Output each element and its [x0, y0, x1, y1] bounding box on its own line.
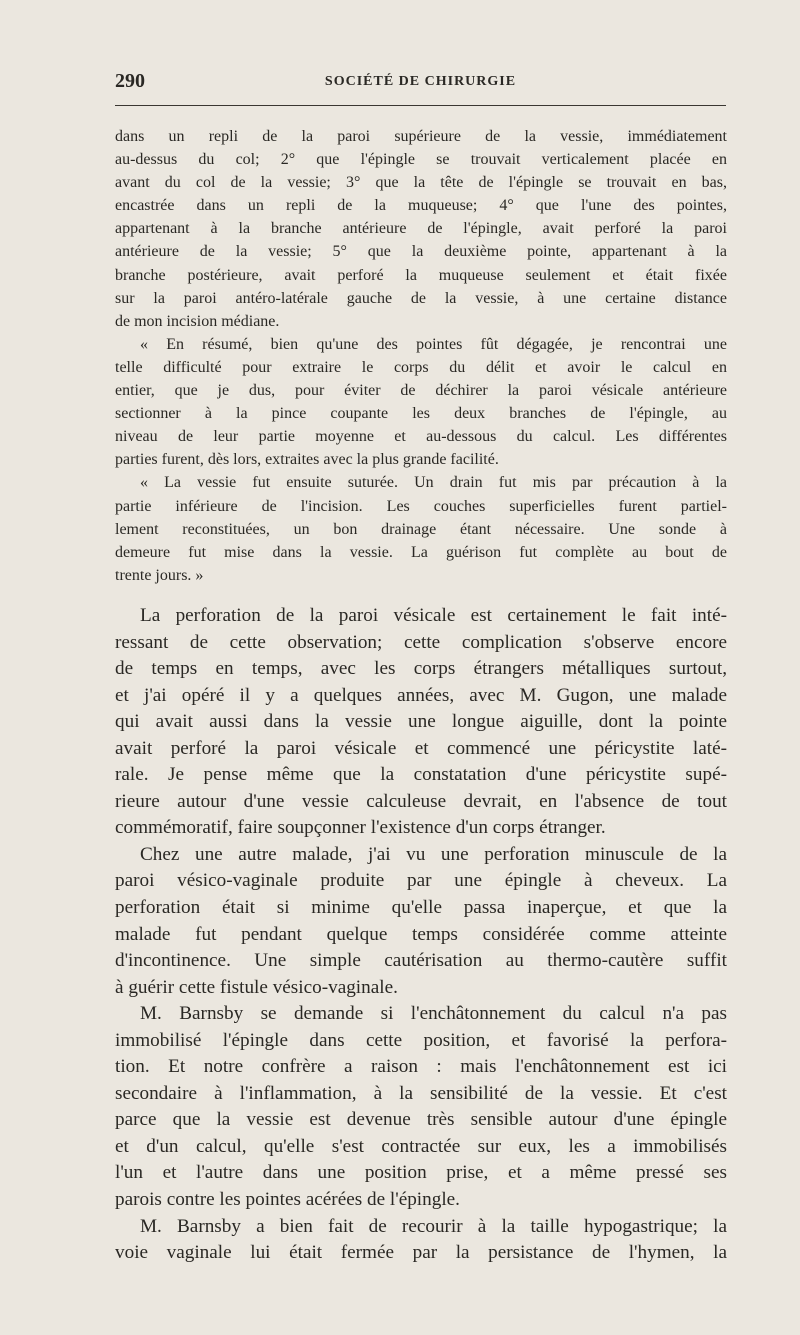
text-line: secondaire à l'inflammation, à la sensibilité de la vessie. Et c'est	[115, 1082, 727, 1104]
text-line: avant du col de la vessie; 3° que la tête de l'épingle se trouvait en bas,	[115, 174, 727, 192]
quoted-observation	[115, 125, 727, 587]
text-line: paroi vésico-vaginale produite par une épingle à cheveux. La	[115, 870, 727, 892]
text-line: immobilisé l'épingle dans cette position, et favorisé la perfora-	[115, 1029, 727, 1051]
text-line: qui avait aussi dans la vessie une longue aiguille, dont la pointe	[115, 711, 727, 733]
text-line: « En résumé, bien qu'une des pointes fût dégagée, je rencontrai une	[140, 335, 727, 353]
text-line: Chez une autre malade, j'ai vu une perforation minuscule de la	[140, 843, 727, 865]
text-line: M. Barnsby a bien fait de recourir à la taille hypogastrique; la	[140, 1215, 727, 1237]
text-line: avait perforé la paroi vésicale et commencé une péricystite laté-	[115, 737, 727, 759]
text-line: parois contre les pointes acérées de l'épingle.	[115, 1189, 460, 1211]
text-line: de temps en temps, avec les corps étrangers métalliques surtout,	[115, 658, 727, 680]
header-rule	[115, 105, 726, 106]
text-line: ressant de cette observation; cette complication s'observe encore	[115, 631, 727, 653]
page-header	[115, 70, 726, 98]
text-line: entier, que je dus, pour éviter de déchirer la paroi vésicale antérieure	[115, 382, 727, 400]
text-line: encastrée dans un repli de la muqueuse; 4° que l'une des pointes,	[115, 197, 727, 215]
text-line: branche postérieure, avait perforé la muqueuse seulement et était fixée	[115, 266, 727, 284]
running-title: SOCIÉTÉ DE CHIRURGIE	[324, 74, 517, 89]
text-line: tion. Et notre confrère a raison : mais l'enchâtonnement est ici	[115, 1056, 727, 1078]
text-line: malade fut pendant quelque temps considérée comme atteinte	[115, 923, 727, 945]
text-line: sur la paroi antéro-latérale gauche de la vessie, à une certaine distance	[115, 289, 727, 307]
text-line: parties furent, dès lors, extraites avec la plus grande facilité.	[115, 451, 499, 469]
text-line: et d'un calcul, qu'elle s'est contractée sur eux, les a immobilisés	[115, 1135, 727, 1157]
text-line: à guérir cette fistule vésico-vaginale.	[115, 976, 398, 998]
text-line: perforation était si minime qu'elle passa inaperçue, et que la	[115, 897, 727, 919]
text-line: « La vessie fut ensuite suturée. Un drain fut mis par précaution à la	[140, 474, 727, 492]
text-line: voie vaginale lui était fermée par la persistance de l'hymen, la	[115, 1242, 727, 1264]
text-line: dans un repli de la paroi supérieure de la vessie, immédiatement	[115, 128, 727, 145]
text-line: d'incontinence. Une simple cautérisation au thermo-cautère suffit	[115, 950, 727, 972]
text-line: appartenant à la branche antérieure de l'épingle, avait perforé la paroi	[115, 220, 727, 238]
text-line: rale. Je pense même que la constatation d'une péricystite supé-	[115, 764, 727, 786]
text-line: lement reconstituées, un bon drainage étant nécessaire. Une sonde à	[115, 520, 727, 538]
text-line: l'un et l'autre dans une position prise, et a même pressé ses	[115, 1162, 727, 1184]
text-line: niveau de leur partie moyenne et au-dessous du calcul. Les différentes	[115, 428, 727, 446]
text-line: telle difficulté pour extraire le corps du délit et avoir le calcul en	[115, 358, 727, 376]
text-line: parce que la vessie est devenue très sensible autour d'une épingle	[115, 1109, 727, 1131]
text-line: et j'ai opéré il y a quelques années, avec M. Gugon, une malade	[115, 684, 727, 706]
text-line: rieure autour d'une vessie calculeuse devrait, en l'absence de tout	[115, 790, 727, 812]
text-line: La perforation de la paroi vésicale est certainement le fait inté-	[140, 605, 727, 626]
main-text	[115, 603, 727, 1267]
text-line: de mon incision médiane.	[115, 312, 280, 330]
text-line: au-dessus du col; 2° que l'épingle se trouvait verticalement placée en	[115, 151, 727, 169]
text-line: trente jours. »	[115, 566, 204, 584]
text-line: M. Barnsby se demande si l'enchâtonnement du calcul n'a pas	[140, 1003, 727, 1025]
text-line: antérieure de la vessie; 5° que la deuxième pointe, appartenant à la	[115, 243, 727, 261]
text-line: sectionner à la pince coupante les deux branches de l'épingle, au	[115, 405, 727, 423]
text-line: partie inférieure de l'incision. Les couches superficielles furent partiel-	[115, 497, 727, 515]
text-line: demeure fut mise dans la vessie. La guérison fut complète au bout de	[115, 543, 727, 561]
page-number: 290	[115, 70, 145, 92]
text-line: commémoratif, faire soupçonner l'existence d'un corps étranger.	[115, 817, 606, 839]
